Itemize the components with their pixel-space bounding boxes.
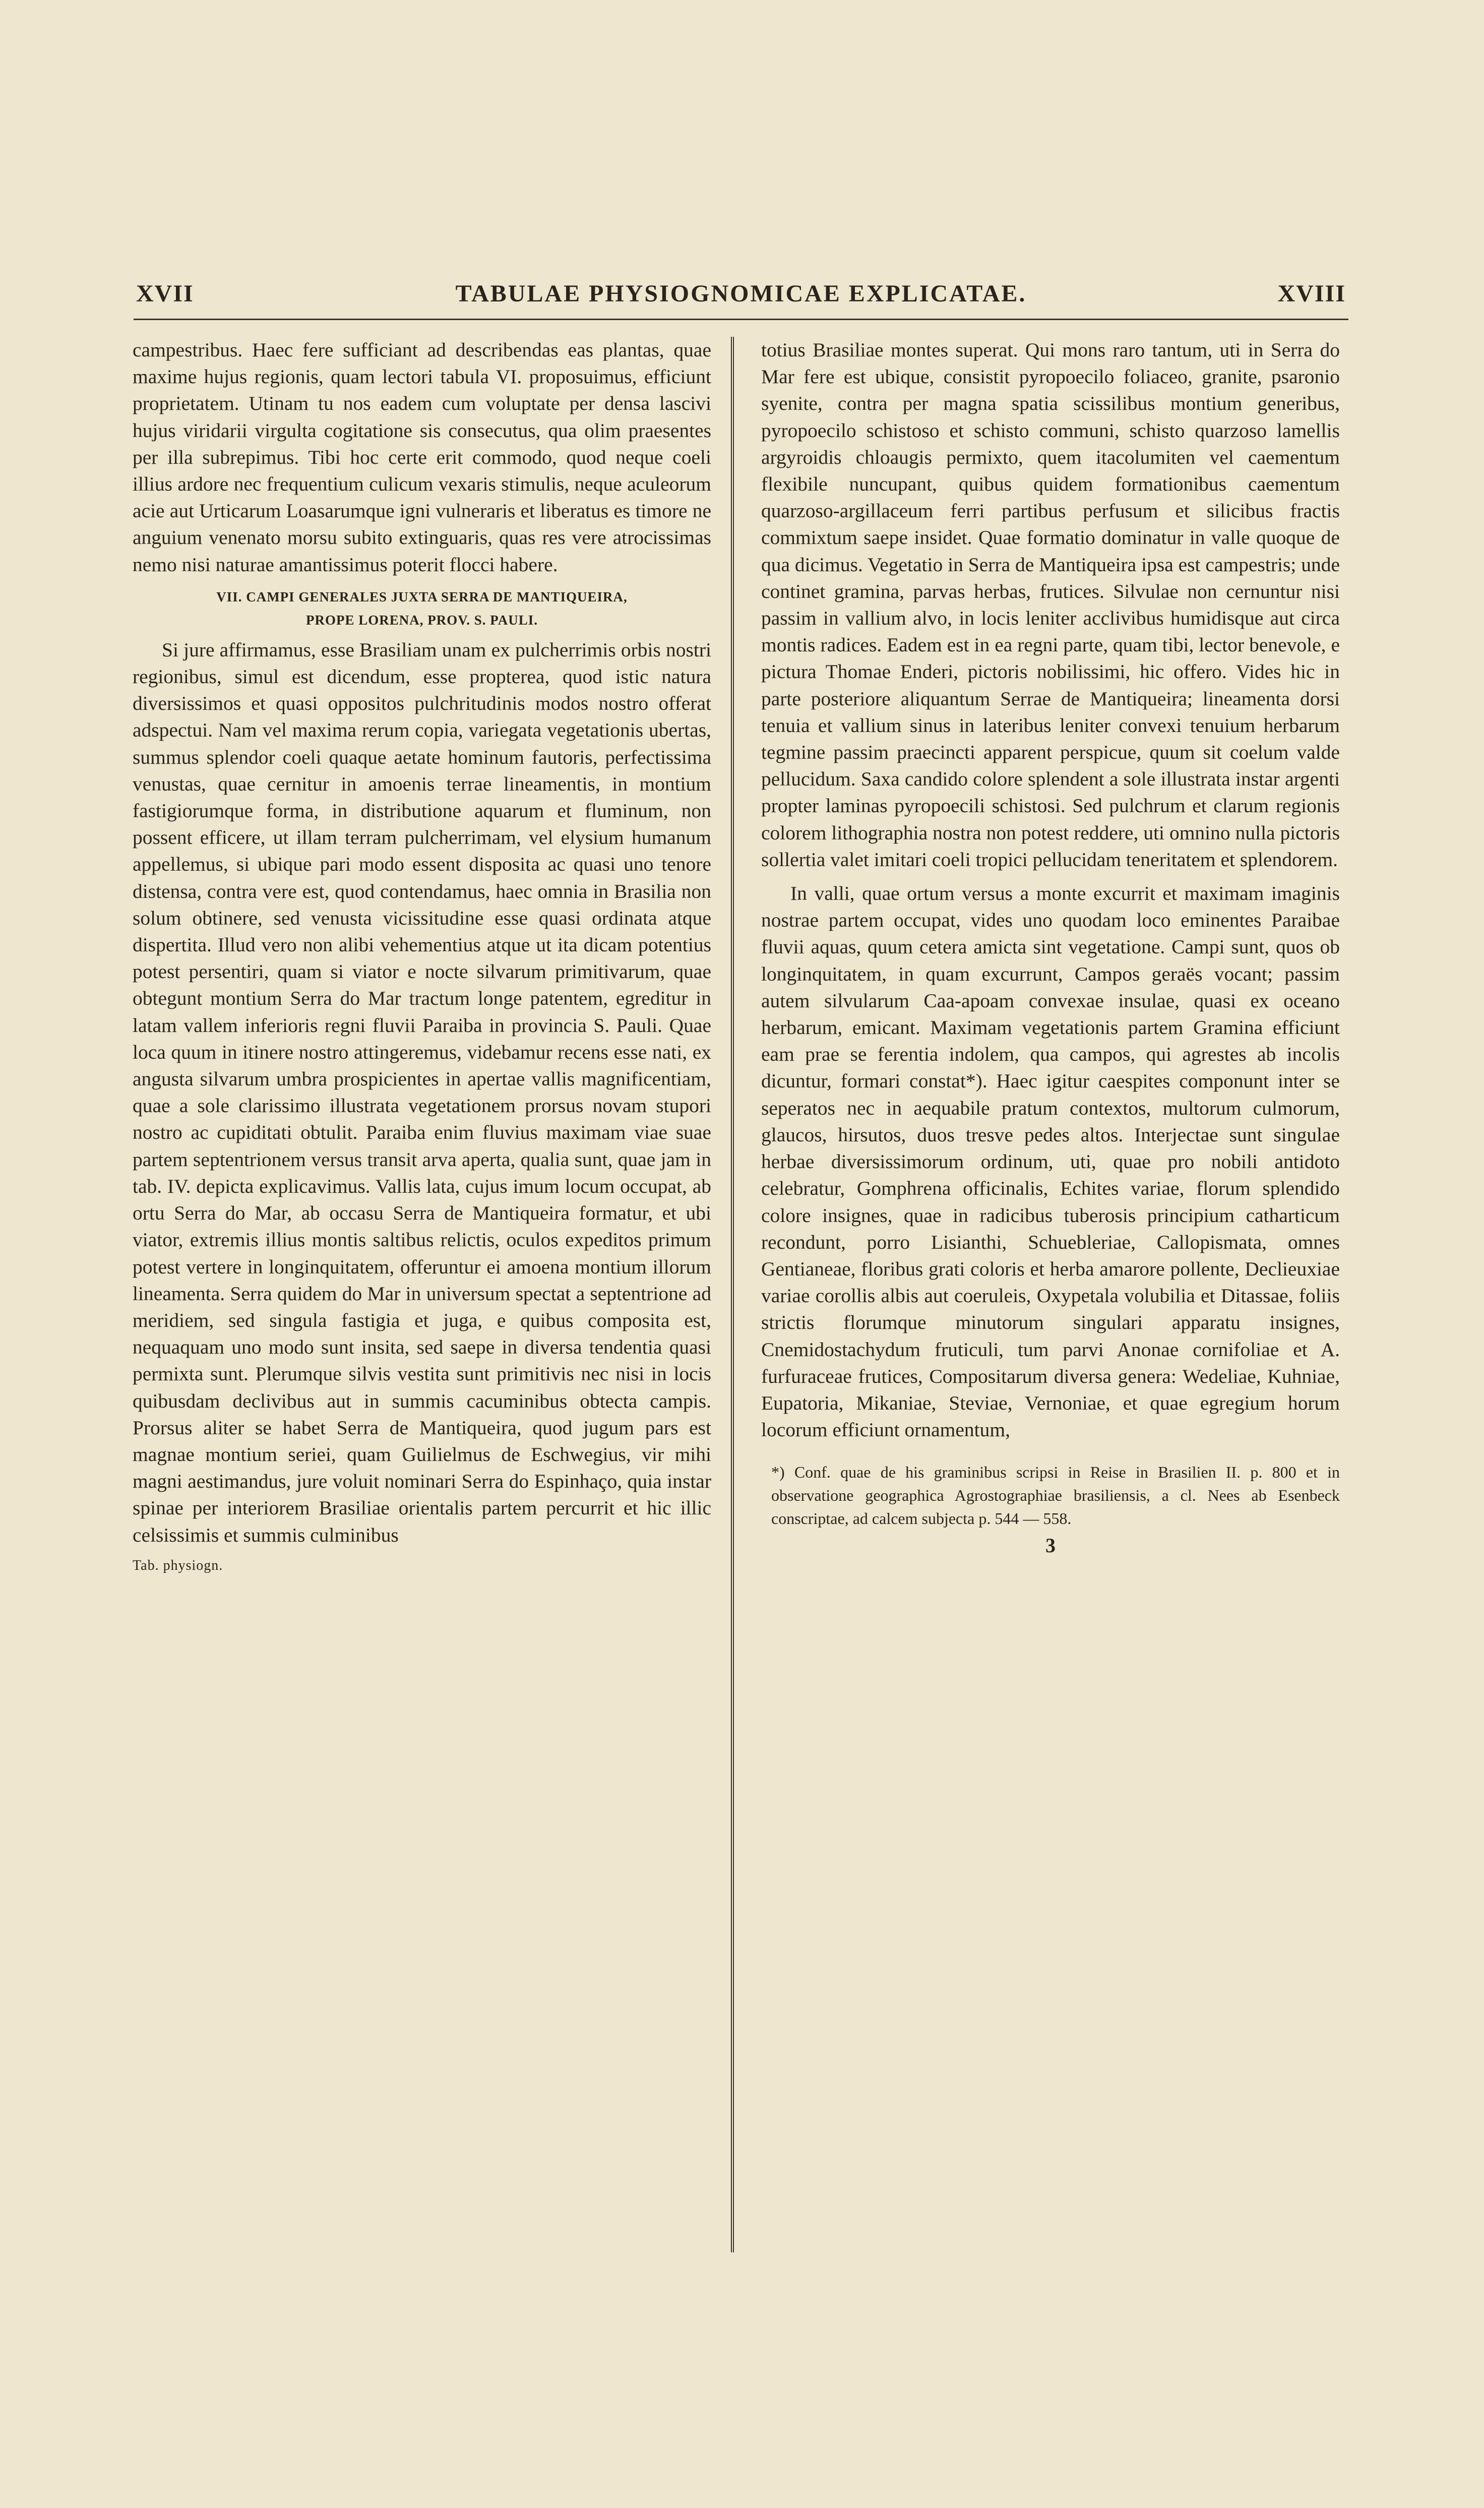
section-heading-line: PROPE LORENA, PROV. S. PAULI.	[305, 612, 538, 628]
paragraph: Si jure affirmamus, esse Brasiliam unam ex pulcherrimis orbis nostri regionibus, simul est dicendum, esse propterea, quod istic natura diversissimos et quasi oppositos pulchritudinis modos nostro offerat adspectui. Nam vel maxima rerum copia, variegata vegetationis ubertas, summus splendor coeli quaque aetate hominum fautoris, perfectissima venustas, quae cernitur in amoenis terrae lineamentis, in montium fastigiorumque forma, in distributione aquarum et fluminum, non possent efficere, ut illam terram pulcherrimam, vel elysium humanum appellemus, si ubique pari modo essent disposita ac quasi uno tenore distensa, contra vere est, quod contendamus, haec omnia in Brasilia non solum obtinere, sed venusta vicissitudine esse quasi ordinata atque dispertita. Illud vero non alibi vehementius atque ut ita dicam potentius potest persentiri, quam si viator e nocte silvarum primitivarum, quae obtegunt montium Serra do Mar tractum longe patentem, egreditur in latam vallem inferioris regni fluvii Paraiba in provincia S. Pauli. Quae loca quum in itinere nostro attingeremus, videbamur recens esse nati, ex angusta silvarum umbra prospicientes in apertae vallis magnificentiam, quae a sole clarissimo illustrata vegetationem prorsus novam stupori nostro ac cupiditati obtulit. Paraiba enim fluvius maximam viae suae partem septentrionem versus transit arva aperta, qualia sunt, quae jam in tab. IV. depicta explicavimus. Vallis lata, cujus imum locum occupat, ab ortu Serra do Mar, ab occasu Serra de Mantiqueira formatur, et ubi viator, extremis illius montis saltibus relictis, oculos expeditos primum potest vertere in longinquitatem, offeruntur ei amoena montium illorum lineamenta. Serra quidem do Mar in universum spectat a septentrione ad meridiem, sed singula fastigia et juga, e quibus composita est, nequaquam uno modo sunt insita, sed saepe in diversa tendentia quasi permixta sunt. Plerumque silvis vestita sunt primitivis nec nisi in locis quibusdam declivibus aut in summis cacuminibus obtecta campis. Prorsus aliter se habet Serra de Mantiqueira, quod jugum pars est magnae montium seriei, quam Guilielmus de Eschwegius, vir mihi magni aestimandus, jure voluit nominari Serra do Espinhaço, quia instar spinae per interiorem Brasiliae orientalis partem percurrit et hic illic celsissimis et summis culminibus	[133, 638, 711, 1546]
column-divider	[731, 337, 734, 2252]
section-heading-line: VII. CAMPI GENERALES JUXTA SERRA DE MANTIQUEIRA,	[216, 589, 628, 604]
signature-mark: 3	[1045, 1534, 1056, 1557]
page-header	[136, 280, 1346, 320]
paragraph: campestribus. Haec fere sufficiant ad describendas eas plantas, quae maxime hujus regionis, quam lectori tabula VI. proposuimus, efficiunt proprietatem. Utinam tu nos eadem cum voluptate per densa lascivi hujus viridarii virgulta cogitatione sis consecutus, qua olim praesentes per illa subrepimus. Tibi hoc certe erit commodo, quod neque coeli illius ardore nec frequentium culicum vexaris stimulis, neque aculeorum acie aut Urticarum Loasarumque igni vulneraris et liberatus es timore ne anguium venenato morsu subito extinguaris, quas res vere atrocissimas nemo nisi naturae amantissimus poterit flocci habere.	[133, 339, 711, 576]
signature-label: Tab. physiogn.	[133, 1557, 223, 1573]
right-column	[761, 337, 1340, 1559]
paragraph: In valli, quae ortum versus a monte excurrit et maximam imaginis nostrae partem occupat, vides uno quodam loco eminentes Paraibae fluvii aquas, quum cetera amicta sint vegetatione. Campi sunt, quos ob longinquitatem, in quam excurrunt, Campos geraës vocant; passim autem silvularum Caa-apoam convexae insulae, quasi ex oceano herbarum, emicant. Maximam vegetationis partem Gramina efficiunt eam prae se ferentia indolem, qua campos, qui agrestes ab incolis dicuntur, formari constat*). Haec igitur caespites componunt inter se seperatos nec in aequabile pratum contextos, multorum culmorum, glaucos, hirsutos, duos tresve pedes altos. Interjectae sunt singulae herbae diversissimorum ordinum, uti, quae pro nobili antidoto celebratur, Gomphrena officinalis, Echites variae, florum splendido colore insignes, quae in radicibus tuberosis principium catharticum recondunt, porro Lisianthi, Schuebleriae, Callopismata, omnes Gentianeae, floribus grati coloris et herba amarore pollente, Declieuxiae variae corollis albis aut coeruleis, Oxypetala volubilia et Ditassae, foliis strictis florumque minutorum singulari apparatu insignes, Cnemidostachydum fruticuli, tum parvi Anonae cornifoliae et A. furfuraceae frutices, Compositarum diversa genera: Wedeliae, Kuhniae, Eupatoria, Mikaniae, Steviae, Vernoniae, et quae egregium horum locorum efficiunt ornamentum,	[761, 882, 1340, 1441]
section-heading	[133, 585, 711, 632]
left-column	[133, 337, 711, 1576]
header-rule	[134, 319, 1348, 320]
footnote: *) Conf. quae de his graminibus scripsi in Reise in Brasilien II. p. 800 et in observatione geographica Agrostographiae brasiliensis, a cl. Nees ab Esenbeck conscriptae, ad calcem subjecta p. 544 — 558.	[771, 1463, 1340, 1528]
running-title: TABULAE PHYSIOGNOMICAE EXPLICATAE.	[455, 280, 1027, 307]
page-number-left: XVII	[136, 280, 194, 307]
page-number-right: XVIII	[1277, 280, 1346, 307]
paragraph: totius Brasiliae montes superat. Qui mons raro tantum, uti in Serra do Mar fere est ubique, consistit pyropoecilo foliaceo, granite, psaronio syenite, contra per magna spatia scissilibus montium generibus, pyropoecilo schistoso et schisto communi, schisto quarzoso lamellis argyroidis chloaugis permixto, quem itacolumiten vel caementum flexibile nuncupant, quibus quidem formationibus caementum quarzoso-argillaceum ferri partibus perfusum et silicibus fractis commixtum saepe insidet. Quae formatio dominatur in valle quoque de qua dicimus. Vegetatio in Serra de Mantiqueira ipsa est campestris; unde continet gramina, parvas herbas, frutices. Silvulae non cernuntur nisi passim in vallium alvo, in locis leniter acclivibus humidisque aut circa montis radices. Eadem est in ea regni parte, quam tibi, lector benevole, e pictura Thomae Enderi, pictoris nobilissimi, hic offero. Vides hic in parte posteriore aliquantum Serrae de Mantiqueira; lineamenta dorsi tenuia et vallium sinus in lateribus leniter convexi tenuium herbarum tegmine passim praecincti apparent perspicue, quum sit coelum valde pellucidum. Saxa candido colore splendent a sole illustrata instar argenti propter laminas pyropoecili schistosi. Sed pulchrum et clarum regionis colorem lithographia nostra non potest reddere, uti omnino nulla pictoris sollertia valet imitari coeli tropici pellucidam teneritatem et splendorem.	[761, 339, 1340, 871]
